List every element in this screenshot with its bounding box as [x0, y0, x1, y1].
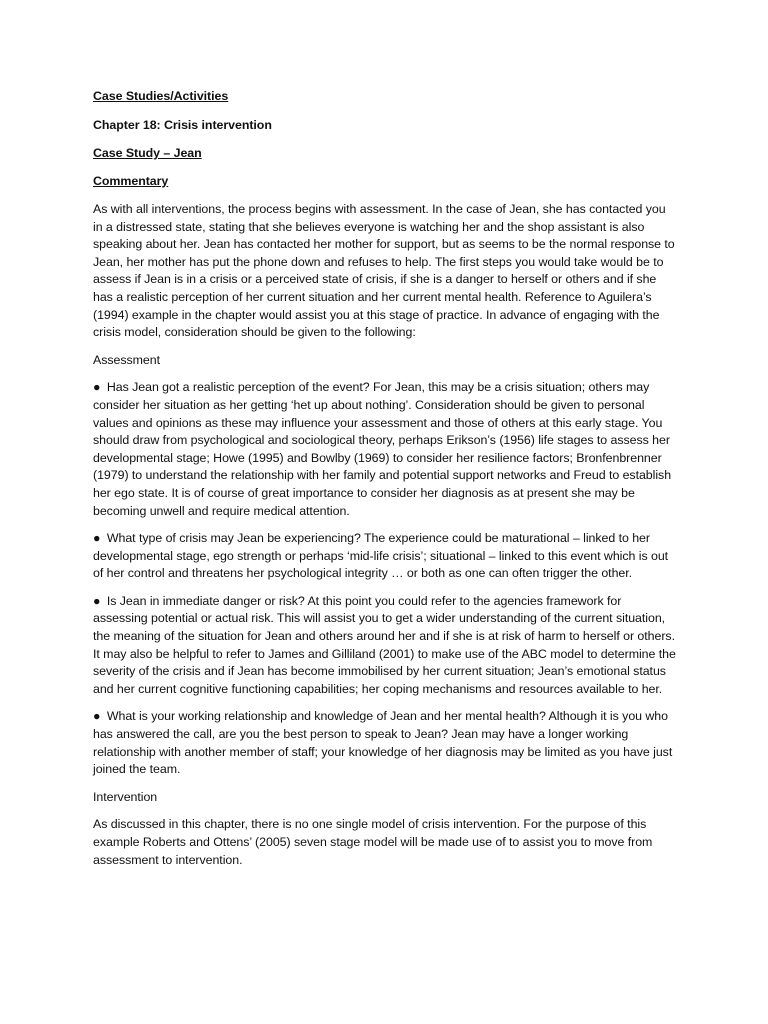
commentary-heading: Commentary	[93, 174, 169, 188]
bullet-item	[93, 530, 677, 583]
bullet-icon: ●	[93, 709, 101, 724]
document-title: Case Studies/Activities	[93, 89, 229, 103]
bullet-item	[93, 379, 677, 520]
bullet-text: What is your working relationship and knowledge of Jean and her mental health? Although it is you who has answered the call, are you the best person to speak to Jean? Jean may have a longer working relationship with another member of staff; your knowledge of her diagnosis may be limited as you have just joined the team.	[93, 709, 673, 777]
case-study-heading: Case Study – Jean	[93, 146, 202, 160]
intervention-paragraph: As discussed in this chapter, there is no one single model of crisis intervention. For the purpose of this example Roberts and Ottens’ (2005) seven stage model will be made use of to assist you to move from assessment to intervention.	[93, 817, 653, 867]
bullet-item	[93, 593, 677, 699]
bullet-text: Has Jean got a realistic perception of the event? For Jean, this may be a crisis situation; others may consider her situation as her getting ‘het up about nothing’. Consideration should be given to personal values and opinions as these may influence your assessment and those of others at this early stage. You should draw from psychological and sociological theory, perhaps Erikson’s (1956) life stages to assess her developmental stage; Howe (1995) and Bowlby (1969) to consider her resilience factors; Bronfenbrenner (1979) to understand the relationship with her family and potential support networks and Freud to establish her ego state. It is of course of great importance to consider her diagnosis as at present she may be becoming unwell and require medical attention.	[93, 380, 672, 518]
intro-paragraph: As with all interventions, the process begins with assessment. In the case of Jean, she has contacted you in a distressed state, stating that she believes everyone is watching her and the shop assistant is also speaking about her. Jean has contacted her mother for support, but as seems to be the normal response to Jean, her mother has put the phone down and refuses to help. The first steps you would take would be to assess if Jean is in a crisis or a perceived state of crisis, if she is a danger to herself or others and if she has a realistic perception of her current situation and her current mental health. Reference to Aguilera’s (1994) example in the chapter would assist you at this stage of practice. In advance of engaging with the crisis model, consideration should be given to the following:	[93, 202, 675, 340]
assessment-label: Assessment	[93, 352, 160, 367]
bullet-text: What type of crisis may Jean be experiencing? The experience could be maturational – linked to her developmental stage, ego strength or perhaps ‘mid-life crisis’; situational – linked to this event which is out of her control and threatens her psychological integrity … or both as one can often trigger the other.	[93, 531, 669, 581]
bullet-icon: ●	[93, 380, 101, 395]
bullet-item	[93, 708, 677, 778]
intervention-label: Intervention	[93, 789, 158, 804]
bullet-icon: ●	[93, 531, 101, 546]
document-page	[93, 87, 677, 879]
chapter-heading: Chapter 18: Crisis intervention	[93, 118, 272, 132]
bullet-text: Is Jean in immediate danger or risk? At this point you could refer to the agencies framework for assessing potential or actual risk. This will assist you to get a wider understanding of the current situation, the meaning of the situation for Jean and others around her and if she is at risk of harm to herself or others. It may also be helpful to refer to James and Gilliland (2001) to make use of the ABC model to determine the severity of the crisis and if Jean has become immobilised by her current situation; Jean’s emotional status and her current cognitive functioning capabilities; her coping mechanisms and resources available to her.	[93, 593, 676, 696]
bullet-icon: ●	[93, 593, 101, 608]
